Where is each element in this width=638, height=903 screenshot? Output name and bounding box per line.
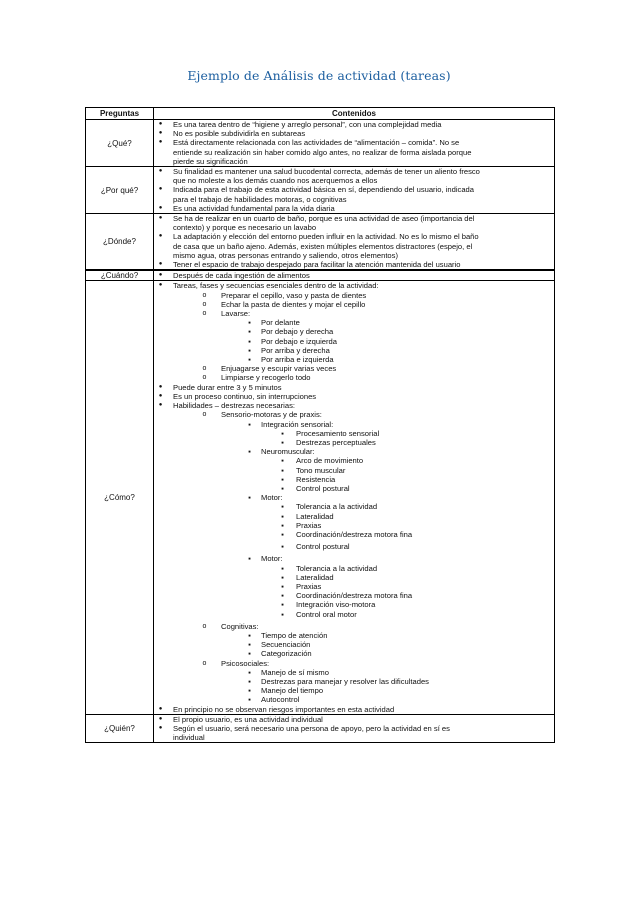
bullet-icon: ● xyxy=(158,282,163,289)
bullet-icon: ▪ xyxy=(281,474,284,484)
list-item-continuation xyxy=(154,251,551,260)
list-item xyxy=(154,185,551,194)
list-item-continuation xyxy=(154,195,551,204)
bullet-icon: ● xyxy=(158,402,163,409)
list-item xyxy=(154,355,551,364)
bullet-icon: ▪ xyxy=(248,419,251,429)
list-item-text: Es una tarea dentro de “higiene y arreglo personal”, con una complejidad media xyxy=(173,120,442,129)
table-header xyxy=(86,108,554,120)
list-item xyxy=(154,337,551,346)
list-item-text: Lateralidad xyxy=(296,511,334,521)
bullet-icon: ▪ xyxy=(281,465,284,475)
bullet-icon: o xyxy=(202,365,207,373)
bullet-icon: ● xyxy=(158,705,163,712)
list-item-text: Destrezas perceptuales xyxy=(296,437,376,447)
list-item xyxy=(154,438,551,447)
bullet-icon: ▪ xyxy=(248,355,251,365)
list-item xyxy=(154,502,551,511)
activity-analysis-table xyxy=(85,107,555,743)
list-item-text: Por debajo e izquierda xyxy=(261,336,337,346)
bullet-icon: ▪ xyxy=(281,456,284,466)
list-item-continuation xyxy=(154,157,551,166)
list-item xyxy=(154,677,551,686)
list-item xyxy=(154,300,551,309)
question-cell: ¿Cómo? xyxy=(86,281,154,713)
list-item-text: Arco de movimiento xyxy=(296,456,364,466)
list-item-text: Echar la pasta de dientes y mojar el cepillo xyxy=(221,299,366,309)
bullet-icon xyxy=(156,733,165,742)
list-item-text: Indicada para el trabajo de esta actividad básica en sí, dependiendo del usuario, indicada xyxy=(173,185,475,195)
list-item-text: Tolerancia a la actividad xyxy=(296,502,378,512)
bullet-icon xyxy=(156,251,165,260)
bullet-icon xyxy=(156,242,165,251)
bullet-icon: ▪ xyxy=(281,502,284,512)
list-item xyxy=(154,167,551,176)
list-item-text: Por debajo y derecha xyxy=(261,327,334,337)
bullet-icon: ● xyxy=(158,272,163,279)
list-item-text: La adaptación y elección del entorno pueden influir en la actividad. No es lo mismo el baño xyxy=(173,232,479,242)
list-item-text: Tener el espacio de trabajo despejado para facilitar la atención mantenida del usuario xyxy=(173,260,461,270)
bullet-icon: o xyxy=(202,411,207,419)
bullet-icon: ▪ xyxy=(281,483,284,493)
table-row xyxy=(86,281,554,714)
list-item xyxy=(154,364,551,373)
list-item-text: Lavarse: xyxy=(221,309,251,319)
list-item xyxy=(154,521,551,530)
bullet-icon: ▪ xyxy=(281,542,284,552)
bullet-icon: o xyxy=(202,291,207,299)
list-item-text: Autocontrol xyxy=(261,695,300,705)
list-item xyxy=(154,610,551,619)
list-item-text: contexto) y porque es necesario un lavabo xyxy=(173,223,317,233)
list-item-continuation xyxy=(154,223,551,232)
bullet-icon: ▪ xyxy=(248,554,251,564)
list-item-text: entiende su realización sin haber comido algo antes, no realizar de forma aislada porque xyxy=(173,147,472,157)
list-item xyxy=(154,383,551,392)
content-cell xyxy=(154,271,554,280)
list-item xyxy=(154,668,551,677)
list-item-text: Después de cada ingestión de alimentos xyxy=(173,271,310,281)
list-item-continuation xyxy=(154,176,551,185)
list-item-text: Según el usuario, será necesario una persona de apoyo, pero la actividad en sí es xyxy=(173,724,450,733)
list-item xyxy=(154,281,551,290)
list-item xyxy=(154,724,551,733)
list-item xyxy=(154,401,551,410)
list-item-text: Su finalidad es mantener una salud bucodental correcta, además de tener un aliento fresco xyxy=(173,167,480,177)
list-item xyxy=(154,493,551,502)
list-item-text: Puede durar entre 3 y 5 minutos xyxy=(173,382,282,392)
list-item-text: pierde su significación xyxy=(173,156,248,166)
list-item-text: mismo agua, otras personas entrando y saliendo, otros elementos) xyxy=(173,250,398,260)
list-item xyxy=(154,695,551,704)
list-item xyxy=(154,318,551,327)
list-item-text: Control oral motor xyxy=(296,609,357,619)
list-item-text: Motor: xyxy=(261,554,283,564)
list-item xyxy=(154,420,551,429)
bullet-icon: o xyxy=(202,374,207,382)
list-item-text: Motor: xyxy=(261,493,283,503)
content-cell xyxy=(154,167,554,213)
bullet-icon: ▪ xyxy=(248,493,251,503)
list-item-continuation xyxy=(154,733,551,742)
list-item xyxy=(154,447,551,456)
list-item xyxy=(154,214,551,223)
list-item xyxy=(154,475,551,484)
list-item xyxy=(154,138,551,147)
list-item xyxy=(154,582,551,591)
list-item xyxy=(154,631,551,640)
bullet-icon: ● xyxy=(158,261,163,268)
list-item-text: Manejo del tiempo xyxy=(261,686,324,696)
list-item-text: Preparar el cepillo, vaso y pasta de dientes xyxy=(221,290,367,300)
question-cell: ¿Cuándo? xyxy=(86,271,154,280)
list-item xyxy=(154,512,551,521)
document-title: Ejemplo de Análisis de actividad (tareas) xyxy=(187,68,451,83)
list-item-text: Control postural xyxy=(296,542,350,552)
bullet-icon: o xyxy=(202,300,207,308)
list-item-text: que no moleste a los demás cuando nos acerquemos a ellos xyxy=(173,176,378,186)
list-item xyxy=(154,456,551,465)
list-item-text: Es una actividad fundamental para la vida diaria xyxy=(173,203,335,213)
list-item xyxy=(154,649,551,658)
bullet-icon: ● xyxy=(158,168,163,175)
bullet-icon: ▪ xyxy=(281,600,284,610)
bullet-icon: ▪ xyxy=(281,591,284,601)
question-cell: ¿Por qué? xyxy=(86,167,154,213)
bullet-icon: ● xyxy=(158,139,163,146)
list-item-text: Habilidades – destrezas necesarias: xyxy=(173,401,295,411)
list-item-text: Sensorio-motoras y de praxis: xyxy=(221,410,322,420)
header-preguntas: Preguntas xyxy=(86,108,154,119)
list-item xyxy=(154,591,551,600)
table-row xyxy=(86,120,554,167)
list-item-text: Neuromuscular: xyxy=(261,447,315,457)
bullet-icon: ▪ xyxy=(248,345,251,355)
bullet-icon: ▪ xyxy=(248,630,251,640)
list-item-text: Tono muscular xyxy=(296,465,346,475)
bullet-icon xyxy=(156,176,165,185)
question-cell: ¿Quién? xyxy=(86,715,154,743)
bullet-icon: ▪ xyxy=(248,318,251,328)
bullet-icon: ▪ xyxy=(248,336,251,346)
list-item-text: Tolerancia a la actividad xyxy=(296,563,378,573)
list-item-text: Integración viso-motora xyxy=(296,600,376,610)
question-cell: ¿Qué? xyxy=(86,120,154,166)
bullet-icon: o xyxy=(202,659,207,667)
bullet-icon: ▪ xyxy=(248,447,251,457)
list-item-text: Procesamiento sensorial xyxy=(296,428,380,438)
bullet-icon: ● xyxy=(158,215,163,222)
list-item xyxy=(154,429,551,438)
list-item-text: Destrezas para manejar y resolver las dificultades xyxy=(261,676,429,686)
list-item-text: Resistencia xyxy=(296,474,336,484)
header-contenidos: Contenidos xyxy=(332,109,376,118)
list-item xyxy=(154,622,551,631)
list-item-text: Por delante xyxy=(261,318,300,328)
bullet-icon: ▪ xyxy=(281,529,284,539)
list-item-text: para el trabajo de habilidades motoras, o cognitivas xyxy=(173,194,347,204)
question-cell: ¿Dónde? xyxy=(86,214,154,269)
bullet-icon: ● xyxy=(158,715,163,722)
list-item xyxy=(154,466,551,475)
bullet-icon: ▪ xyxy=(248,667,251,677)
bullet-icon: ● xyxy=(158,121,163,127)
list-item xyxy=(154,640,551,649)
content-cell xyxy=(154,715,554,743)
list-item xyxy=(154,271,551,280)
list-item xyxy=(154,291,551,300)
bullet-icon: ▪ xyxy=(281,511,284,521)
list-item xyxy=(154,392,551,401)
list-item-text: Control postural xyxy=(296,483,350,493)
list-item xyxy=(154,554,551,563)
list-item-text: Enjuagarse y escupir varias veces xyxy=(221,364,337,374)
list-item-text: Coordinación/destreza motora fina xyxy=(296,591,413,601)
table-row xyxy=(86,167,554,214)
bullet-icon xyxy=(156,157,165,166)
list-item xyxy=(154,260,551,269)
bullet-icon: ▪ xyxy=(281,437,284,447)
list-item xyxy=(154,309,551,318)
list-item-text: Manejo de sí mismo xyxy=(261,667,329,677)
list-item-text: de casa que un baño ajeno. Además, existen múltiples elementos distractores (espejo, el xyxy=(173,241,473,251)
list-item-text: Tiempo de atención xyxy=(261,630,328,640)
list-item xyxy=(154,600,551,609)
list-item-text: Lateralidad xyxy=(296,572,334,582)
list-item-text: Praxias xyxy=(296,581,322,591)
bullet-icon: ▪ xyxy=(248,695,251,705)
bullet-icon xyxy=(156,223,165,232)
table-row xyxy=(86,715,554,743)
list-item-text: Categorización xyxy=(261,649,312,659)
bullet-icon: ▪ xyxy=(248,686,251,696)
list-item xyxy=(154,542,551,551)
list-item-text: Cognitivas: xyxy=(221,621,259,631)
content-cell xyxy=(154,120,554,166)
list-item xyxy=(154,327,551,336)
bullet-icon: ▪ xyxy=(248,640,251,650)
bullet-icon: ▪ xyxy=(281,563,284,573)
content-cell xyxy=(154,214,554,269)
list-item xyxy=(154,410,551,419)
list-item-text: Psicosociales: xyxy=(221,658,270,668)
bullet-icon: ▪ xyxy=(281,581,284,591)
list-item xyxy=(154,659,551,668)
bullet-icon: ● xyxy=(158,233,163,240)
list-item-text: No es posible subdividirla en subtareas xyxy=(173,129,306,139)
bullet-icon: ● xyxy=(158,725,163,731)
bullet-icon: ▪ xyxy=(281,572,284,582)
list-item xyxy=(154,232,551,241)
list-item xyxy=(154,346,551,355)
list-item-continuation xyxy=(154,242,551,251)
list-item xyxy=(154,484,551,493)
bullet-icon: ▪ xyxy=(248,676,251,686)
bullet-icon: ▪ xyxy=(281,428,284,438)
list-item-text: Tareas, fases y secuencias esenciales dentro de la actividad: xyxy=(173,281,379,291)
list-item-text: Limpiarse y recogerlo todo xyxy=(221,373,311,383)
bullet-icon: ▪ xyxy=(281,609,284,619)
list-item xyxy=(154,573,551,582)
list-item-text: Está directamente relacionada con las actividades de “alimentación – comida”. No se xyxy=(173,138,460,148)
list-item-text: Se ha de realizar en un cuarto de baño, porque es una actividad de aseo (importancia del xyxy=(173,214,475,224)
list-item-text: individual xyxy=(173,733,205,743)
list-item xyxy=(154,705,551,714)
bullet-icon: o xyxy=(202,310,207,318)
bullet-icon: o xyxy=(202,622,207,630)
list-item-text: Es un proceso continuo, sin interrupciones xyxy=(173,391,317,401)
list-item xyxy=(154,564,551,573)
list-item-text: Coordinación/destreza motora fina xyxy=(296,529,413,539)
list-item-text: Por arriba y derecha xyxy=(261,345,330,355)
table-row xyxy=(86,214,554,271)
list-item xyxy=(154,373,551,382)
bullet-icon: ● xyxy=(158,130,163,137)
list-item xyxy=(154,120,551,129)
list-item-text: El propio usuario, es una actividad individual xyxy=(173,714,323,724)
bullet-icon: ▪ xyxy=(281,520,284,530)
list-item xyxy=(154,715,551,724)
list-item xyxy=(154,530,551,539)
bullet-icon: ● xyxy=(158,186,163,193)
list-item-continuation xyxy=(154,148,551,157)
bullet-icon: ▪ xyxy=(248,649,251,659)
bullet-icon: ● xyxy=(158,383,163,390)
list-item-text: En principio no se observan riesgos importantes en esta actividad xyxy=(173,704,395,714)
bullet-icon xyxy=(156,148,165,157)
list-item-text: Secuenciación xyxy=(261,640,311,650)
bullet-icon: ● xyxy=(158,392,163,399)
content-cell xyxy=(154,281,554,713)
list-item-text: Por arriba e izquierda xyxy=(261,355,334,365)
list-item-text: Integración sensorial: xyxy=(261,419,334,429)
list-item xyxy=(154,686,551,695)
list-item xyxy=(154,129,551,138)
bullet-icon: ● xyxy=(158,204,163,211)
list-item-text: Praxias xyxy=(296,520,322,530)
list-item xyxy=(154,204,551,213)
table-row xyxy=(86,271,554,281)
bullet-icon: ▪ xyxy=(248,327,251,337)
bullet-icon xyxy=(156,195,165,204)
